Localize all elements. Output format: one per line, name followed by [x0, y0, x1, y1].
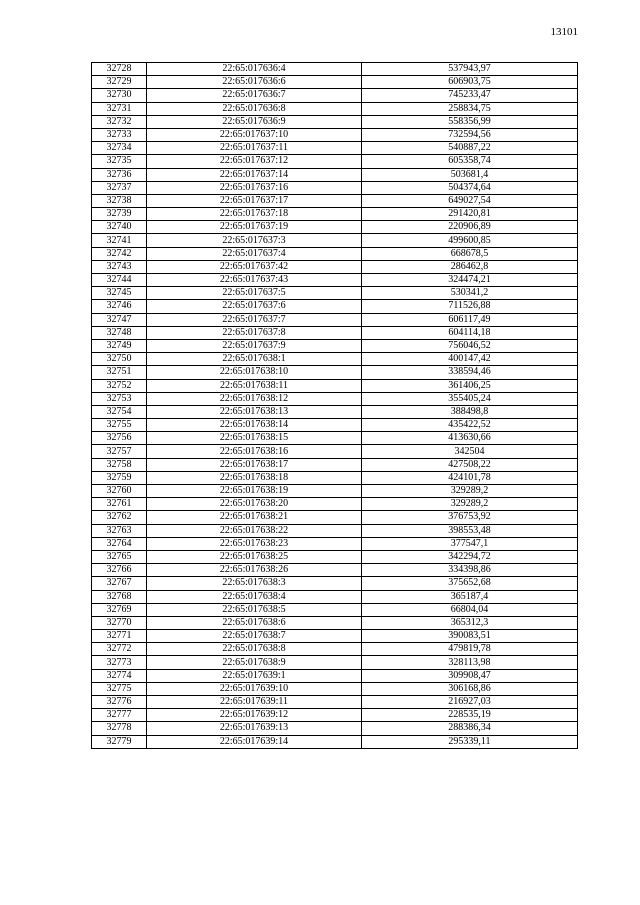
- cadastral-value-cell: 745233,47: [362, 89, 578, 102]
- row-number-cell: 32748: [92, 326, 147, 339]
- cadastral-number-cell: 22:65:017637:7: [147, 313, 362, 326]
- row-number-cell: 32749: [92, 339, 147, 352]
- row-number-cell: 32750: [92, 353, 147, 366]
- cadastral-value-cell: 365187,4: [362, 590, 578, 603]
- table-row: [92, 564, 578, 577]
- table-row: [92, 603, 578, 616]
- cadastral-number-cell: 22:65:017639:14: [147, 735, 362, 748]
- cadastral-value-cell: 342294,72: [362, 550, 578, 563]
- row-number-cell: 32777: [92, 709, 147, 722]
- cadastral-value-cell: 606903,75: [362, 76, 578, 89]
- cadastral-number-cell: 22:65:017636:8: [147, 102, 362, 115]
- cadastral-number-cell: 22:65:017637:3: [147, 234, 362, 247]
- row-number-cell: 32732: [92, 115, 147, 128]
- table-row: [92, 392, 578, 405]
- cadastral-value-cell: 413630,66: [362, 432, 578, 445]
- table-row: [92, 696, 578, 709]
- cadastral-number-cell: 22:65:017638:25: [147, 550, 362, 563]
- cadastral-number-cell: 22:65:017638:10: [147, 366, 362, 379]
- row-number-cell: 32752: [92, 379, 147, 392]
- cadastral-number-cell: 22:65:017638:6: [147, 616, 362, 629]
- cadastral-value-cell: 604114,18: [362, 326, 578, 339]
- cadastral-number-cell: 22:65:017637:42: [147, 260, 362, 273]
- row-number-cell: 32736: [92, 168, 147, 181]
- row-number-cell: 32765: [92, 550, 147, 563]
- table-row: [92, 326, 578, 339]
- cadastral-value-cell: 328113,98: [362, 656, 578, 669]
- cadastral-value-cell: 499600,85: [362, 234, 578, 247]
- table-row: [92, 63, 578, 76]
- table-row: [92, 735, 578, 748]
- row-number-cell: 32764: [92, 537, 147, 550]
- table-row: [92, 590, 578, 603]
- row-number-cell: 32751: [92, 366, 147, 379]
- cadastral-value-cell: 530341,2: [362, 287, 578, 300]
- row-number-cell: 32762: [92, 511, 147, 524]
- row-number-cell: 32766: [92, 564, 147, 577]
- cadastral-number-cell: 22:65:017638:5: [147, 603, 362, 616]
- cadastral-value-cell: 390083,51: [362, 630, 578, 643]
- row-number-cell: 32759: [92, 471, 147, 484]
- table-row: [92, 247, 578, 260]
- row-number-cell: 32772: [92, 643, 147, 656]
- cadastral-number-cell: 22:65:017637:12: [147, 155, 362, 168]
- cadastral-number-cell: 22:65:017639:10: [147, 682, 362, 695]
- page-number: 13101: [550, 26, 578, 38]
- cadastral-number-cell: 22:65:017637:43: [147, 274, 362, 287]
- table-row: [92, 498, 578, 511]
- row-number-cell: 32731: [92, 102, 147, 115]
- cadastral-value-cell: 291420,81: [362, 208, 578, 221]
- cadastral-value-cell: 361406,25: [362, 379, 578, 392]
- table-row: [92, 709, 578, 722]
- row-number-cell: 32737: [92, 181, 147, 194]
- cadastral-number-cell: 22:65:017638:19: [147, 485, 362, 498]
- table-row: [92, 89, 578, 102]
- cadastral-number-cell: 22:65:017638:13: [147, 405, 362, 418]
- row-number-cell: 32778: [92, 722, 147, 735]
- row-number-cell: 32771: [92, 630, 147, 643]
- row-number-cell: 32733: [92, 128, 147, 141]
- cadastral-value-cell: 424101,78: [362, 471, 578, 484]
- table-row: [92, 287, 578, 300]
- cadastral-number-cell: 22:65:017637:18: [147, 208, 362, 221]
- cadastral-value-cell: 668678,5: [362, 247, 578, 260]
- table-row: [92, 221, 578, 234]
- row-number-cell: 32757: [92, 445, 147, 458]
- table-row: [92, 115, 578, 128]
- row-number-cell: 32770: [92, 616, 147, 629]
- table-row: [92, 458, 578, 471]
- cadastral-number-cell: 22:65:017637:9: [147, 339, 362, 352]
- row-number-cell: 32754: [92, 405, 147, 418]
- row-number-cell: 32742: [92, 247, 147, 260]
- cadastral-number-cell: 22:65:017636:9: [147, 115, 362, 128]
- cadastral-value-cell: 365312,3: [362, 616, 578, 629]
- cadastral-number-cell: 22:65:017636:6: [147, 76, 362, 89]
- cadastral-number-cell: 22:65:017638:21: [147, 511, 362, 524]
- cadastral-number-cell: 22:65:017638:20: [147, 498, 362, 511]
- cadastral-number-cell: 22:65:017638:7: [147, 630, 362, 643]
- cadastral-value-cell: 540887,22: [362, 142, 578, 155]
- table-row: [92, 485, 578, 498]
- table-row: [92, 142, 578, 155]
- row-number-cell: 32747: [92, 313, 147, 326]
- row-number-cell: 32760: [92, 485, 147, 498]
- row-number-cell: 32735: [92, 155, 147, 168]
- cadastral-number-cell: 22:65:017637:16: [147, 181, 362, 194]
- table-row: [92, 379, 578, 392]
- row-number-cell: 32756: [92, 432, 147, 445]
- row-number-cell: 32734: [92, 142, 147, 155]
- cadastral-value-cell: 216927,03: [362, 696, 578, 709]
- cadastral-value-cell: 427508,22: [362, 458, 578, 471]
- cadastral-value-cell: 388498,8: [362, 405, 578, 418]
- row-number-cell: 32744: [92, 274, 147, 287]
- cadastral-value-cell: 355405,24: [362, 392, 578, 405]
- table-row: [92, 537, 578, 550]
- cadastral-number-cell: 22:65:017637:19: [147, 221, 362, 234]
- table-row: [92, 274, 578, 287]
- cadastral-number-cell: 22:65:017639:1: [147, 669, 362, 682]
- cadastral-value-cell: 479819,78: [362, 643, 578, 656]
- row-number-cell: 32730: [92, 89, 147, 102]
- table-row: [92, 656, 578, 669]
- cadastral-value-cell: 228535,19: [362, 709, 578, 722]
- row-number-cell: 32729: [92, 76, 147, 89]
- cadastral-number-cell: 22:65:017637:6: [147, 300, 362, 313]
- cadastral-value-cell: 537943,97: [362, 63, 578, 76]
- table-row: [92, 155, 578, 168]
- row-number-cell: 32741: [92, 234, 147, 247]
- cadastral-number-cell: 22:65:017638:22: [147, 524, 362, 537]
- table-row: [92, 181, 578, 194]
- cadastral-number-cell: 22:65:017639:12: [147, 709, 362, 722]
- table-body: [92, 63, 578, 749]
- cadastral-number-cell: 22:65:017638:26: [147, 564, 362, 577]
- row-number-cell: 32775: [92, 682, 147, 695]
- cadastral-number-cell: 22:65:017637:17: [147, 194, 362, 207]
- cadastral-number-cell: 22:65:017638:15: [147, 432, 362, 445]
- table-row: [92, 577, 578, 590]
- row-number-cell: 32763: [92, 524, 147, 537]
- cadastral-value-cell: 606117,49: [362, 313, 578, 326]
- row-number-cell: 32768: [92, 590, 147, 603]
- cadastral-value-cell: 435422,52: [362, 419, 578, 432]
- table-row: [92, 102, 578, 115]
- table-row: [92, 432, 578, 445]
- cadastral-number-cell: 22:65:017638:18: [147, 471, 362, 484]
- row-number-cell: 32753: [92, 392, 147, 405]
- cadastral-value-cell: 329289,2: [362, 485, 578, 498]
- table-row: [92, 366, 578, 379]
- cadastral-number-cell: 22:65:017637:11: [147, 142, 362, 155]
- row-number-cell: 32739: [92, 208, 147, 221]
- row-number-cell: 32767: [92, 577, 147, 590]
- table-row: [92, 669, 578, 682]
- row-number-cell: 32746: [92, 300, 147, 313]
- table-row: [92, 234, 578, 247]
- cadastral-number-cell: 22:65:017638:12: [147, 392, 362, 405]
- cadastral-value-cell: 377547,1: [362, 537, 578, 550]
- cadastral-number-cell: 22:65:017638:17: [147, 458, 362, 471]
- cadastral-number-cell: 22:65:017636:7: [147, 89, 362, 102]
- cadastral-value-cell: 258834,75: [362, 102, 578, 115]
- cadastral-number-cell: 22:65:017638:3: [147, 577, 362, 590]
- cadastral-value-cell: 309908,47: [362, 669, 578, 682]
- table-row: [92, 194, 578, 207]
- cadastral-value-cell: 288386,34: [362, 722, 578, 735]
- table-row: [92, 630, 578, 643]
- cadastral-number-cell: 22:65:017638:8: [147, 643, 362, 656]
- row-number-cell: 32743: [92, 260, 147, 273]
- row-number-cell: 32769: [92, 603, 147, 616]
- cadastral-value-cell: 649027,54: [362, 194, 578, 207]
- cadastral-value-cell: 334398,86: [362, 564, 578, 577]
- table-row: [92, 471, 578, 484]
- cadastral-value-cell: 338594,46: [362, 366, 578, 379]
- cadastral-number-cell: 22:65:017637:10: [147, 128, 362, 141]
- table-row: [92, 722, 578, 735]
- table-row: [92, 128, 578, 141]
- cadastral-value-cell: 342504: [362, 445, 578, 458]
- row-number-cell: 32738: [92, 194, 147, 207]
- cadastral-value-cell: 756046,52: [362, 339, 578, 352]
- cadastral-value-cell: 376753,92: [362, 511, 578, 524]
- table-row: [92, 208, 578, 221]
- table-row: [92, 445, 578, 458]
- table-row: [92, 643, 578, 656]
- cadastral-value-cell: 711526,88: [362, 300, 578, 313]
- table-row: [92, 168, 578, 181]
- cadastral-value-cell: 324474,21: [362, 274, 578, 287]
- cadastral-number-cell: 22:65:017638:16: [147, 445, 362, 458]
- cadastral-number-cell: 22:65:017638:23: [147, 537, 362, 550]
- cadastral-number-cell: 22:65:017638:1: [147, 353, 362, 366]
- cadastral-value-cell: 503681,4: [362, 168, 578, 181]
- table-row: [92, 682, 578, 695]
- table-row: [92, 260, 578, 273]
- cadastral-number-cell: 22:65:017638:4: [147, 590, 362, 603]
- cadastral-value-cell: 398553,48: [362, 524, 578, 537]
- cadastral-value-cell: 306168,86: [362, 682, 578, 695]
- cadastral-number-cell: 22:65:017636:4: [147, 63, 362, 76]
- table-row: [92, 313, 578, 326]
- cadastral-number-cell: 22:65:017639:11: [147, 696, 362, 709]
- table-row: [92, 405, 578, 418]
- table-row: [92, 76, 578, 89]
- cadastral-value-cell: 558356,99: [362, 115, 578, 128]
- cadastral-value-cell: 732594,56: [362, 128, 578, 141]
- cadastral-number-cell: 22:65:017638:11: [147, 379, 362, 392]
- cadastral-value-cell: 375652,68: [362, 577, 578, 590]
- row-number-cell: 32728: [92, 63, 147, 76]
- table-row: [92, 550, 578, 563]
- cadastral-number-cell: 22:65:017638:14: [147, 419, 362, 432]
- cadastral-number-cell: 22:65:017637:14: [147, 168, 362, 181]
- table-row: [92, 616, 578, 629]
- row-number-cell: 32745: [92, 287, 147, 300]
- cadastral-value-cell: 605358,74: [362, 155, 578, 168]
- row-number-cell: 32779: [92, 735, 147, 748]
- cadastral-value-cell: 220906,89: [362, 221, 578, 234]
- cadastral-value-cell: 295339,11: [362, 735, 578, 748]
- cadastral-value-cell: 286462,8: [362, 260, 578, 273]
- row-number-cell: 32740: [92, 221, 147, 234]
- row-number-cell: 32758: [92, 458, 147, 471]
- row-number-cell: 32774: [92, 669, 147, 682]
- table-row: [92, 339, 578, 352]
- table-row: [92, 511, 578, 524]
- cadastral-number-cell: 22:65:017637:8: [147, 326, 362, 339]
- table-row: [92, 300, 578, 313]
- cadastral-value-cell: 400147,42: [362, 353, 578, 366]
- cadastral-number-cell: 22:65:017637:5: [147, 287, 362, 300]
- table-row: [92, 353, 578, 366]
- cadastral-value-cell: 329289,2: [362, 498, 578, 511]
- cadastral-value-table: [91, 62, 578, 749]
- cadastral-number-cell: 22:65:017639:13: [147, 722, 362, 735]
- row-number-cell: 32773: [92, 656, 147, 669]
- cadastral-value-cell: 504374,64: [362, 181, 578, 194]
- row-number-cell: 32776: [92, 696, 147, 709]
- table-row: [92, 524, 578, 537]
- row-number-cell: 32755: [92, 419, 147, 432]
- cadastral-number-cell: 22:65:017637:4: [147, 247, 362, 260]
- cadastral-value-cell: 66804,04: [362, 603, 578, 616]
- cadastral-number-cell: 22:65:017638:9: [147, 656, 362, 669]
- table-row: [92, 419, 578, 432]
- row-number-cell: 32761: [92, 498, 147, 511]
